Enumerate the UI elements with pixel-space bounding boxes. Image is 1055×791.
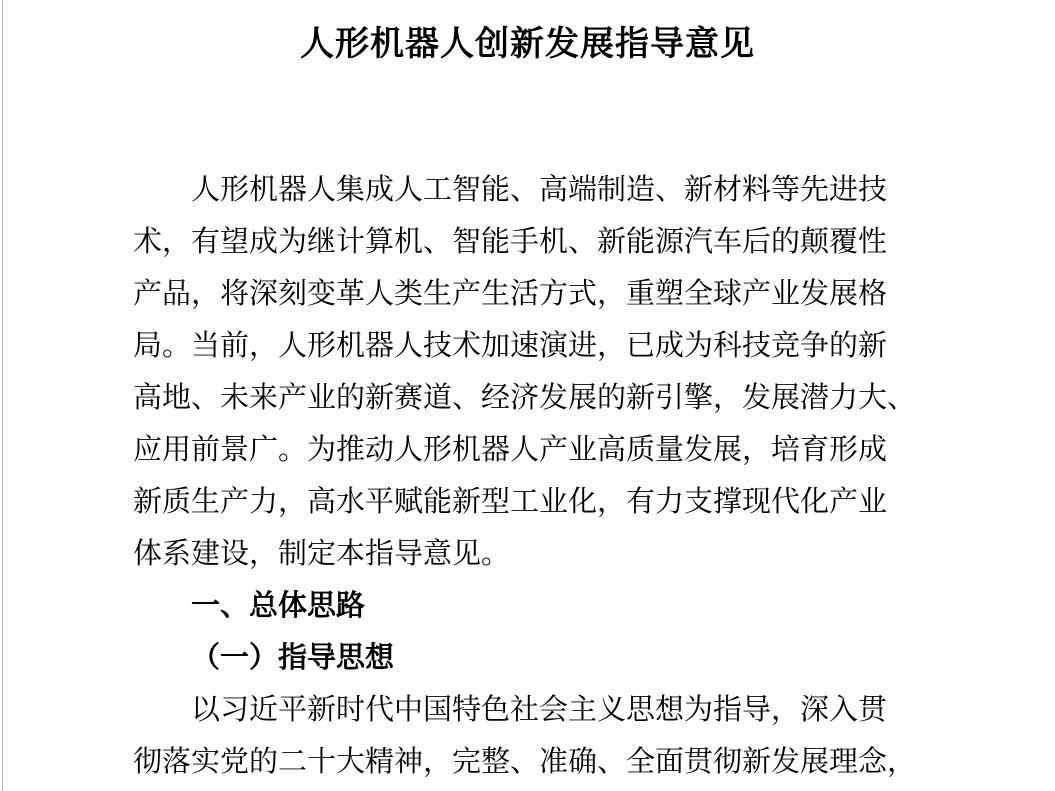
paragraph-line: 术，有望成为继计算机、智能手机、新能源汽车后的颠覆性 <box>133 226 888 258</box>
paragraph-line: 产品，将深刻变革人类生产生活方式，重塑全球产业发展格 <box>133 278 888 310</box>
paragraph-line: 局。当前，人形机器人技术加速演进，已成为科技竞争的新 <box>133 330 888 362</box>
paragraph-line: 人形机器人集成人工智能、高端制造、新材料等先进技 <box>191 174 888 206</box>
subsection-heading: （一）指导思想 <box>191 642 395 674</box>
paragraph-line: 以习近平新时代中国特色社会主义思想为指导，深入贯 <box>191 694 888 726</box>
paragraph-line: 体系建设，制定本指导意见。 <box>133 538 511 570</box>
paragraph-line: 应用前景广。为推动人形机器人产业高质量发展，培育形成 <box>133 434 888 466</box>
paragraph-line: 彻落实党的二十大精神，完整、准确、全面贯彻新发展理念， <box>133 746 917 778</box>
section-heading: 一、总体思路 <box>191 590 366 622</box>
paragraph-line: 新质生产力，高水平赋能新型工业化，有力支撑现代化产业 <box>133 486 888 518</box>
page-edge-border <box>2 0 3 791</box>
paragraph-line: 高地、未来产业的新赛道、经济发展的新引擎，发展潜力大、 <box>133 382 917 414</box>
document-title: 人形机器人创新发展指导意见 <box>300 26 755 63</box>
document-body <box>133 164 919 788</box>
